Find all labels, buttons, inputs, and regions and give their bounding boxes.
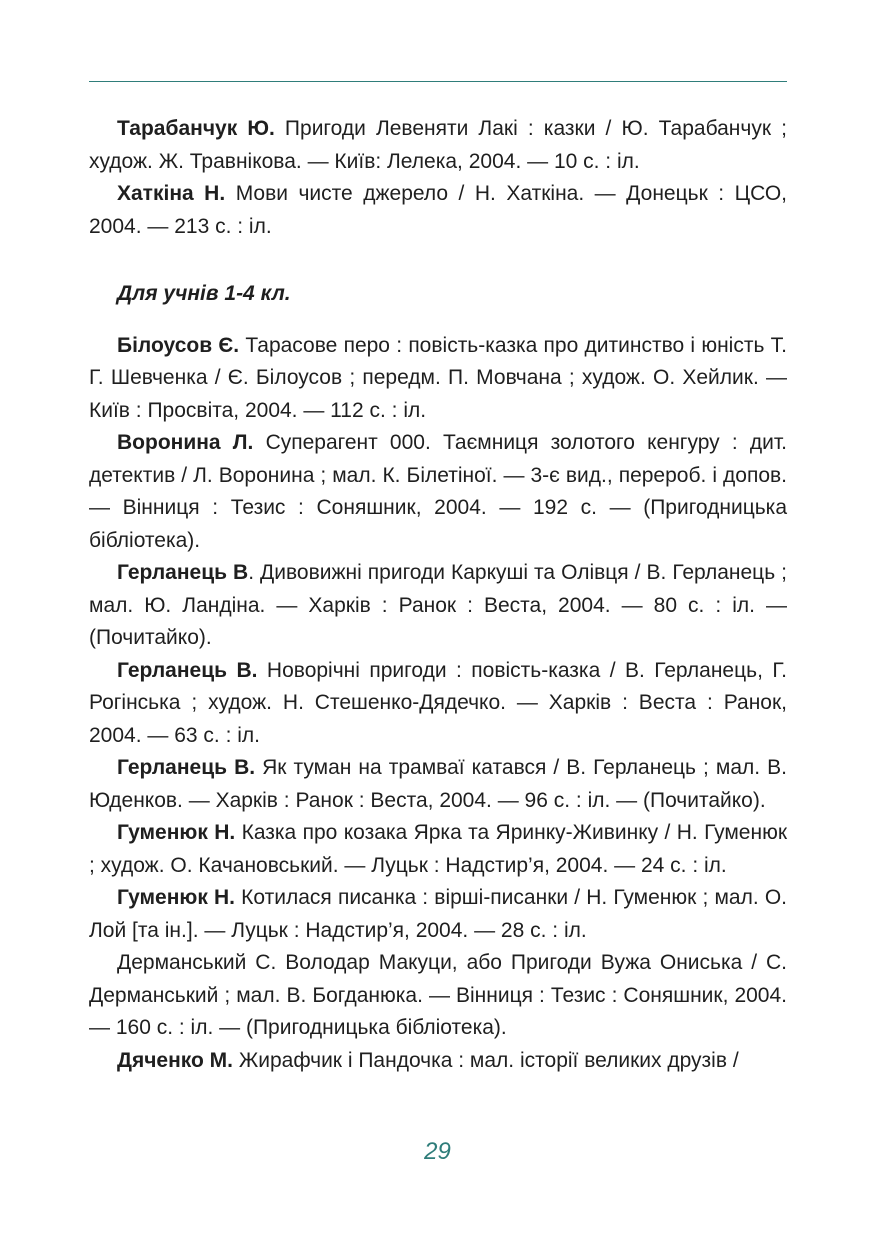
bibliography-entry [89,752,787,817]
section-heading: Для учнів 1-4 кл. [117,282,291,305]
entry-text: Котилася писанка : вірші-писанки / Н. Гуменюк ; мал. О. Лой [та ін.]. — Луцьк : Надстир’я, 2004. — 28 с. : іл. [89,886,787,942]
entry-text: Дерманський С. Володар Макуци, або Пригоди Вужа Ониська / С. Дерманський ; мал. В. Богданюка. — Вінниця : Тезис : Соняшник, 2004. — 160 с. : іл. — (Пригодницька бібліотека). [89,951,787,1039]
bibliography-entry [89,330,787,428]
bibliography-entry [89,655,787,753]
entry-author: Герланець В. [117,756,256,779]
bibliography-entry [89,882,787,947]
entry-text: Казка про козака Ярка та Яринку-Живинку / Н. Гуменюк ; худож. О. Качановський. — Луцьк : Надстир’я, 2004. — 24 с. : іл. [89,821,788,877]
entry-author: Гуменюк Н. [117,821,236,844]
entry-author: Білоусов Є. [117,333,240,357]
entry-text: Новорічні пригоди : повість-казка / В. Герланець, Г. Рогінська ; худож. Н. Стешенко-Дядечко. — Харків : Веста : Ранок, 2004. — 63 с. : іл. [89,658,787,747]
entry-text: Суперагент 000. Таємниця золотого кенгуру : дит. детектив / Л. Воронина ; мал. К. Білетіної. — 3-є вид., перероб. і допов. — Вінниця : Тезис : Соняшник, 2004. — 192 с. — (Пригодницька бібліотека). [89,431,787,552]
bibliography-entry [89,557,787,655]
entry-text: Тарасове перо : повість-казка про дитинство і юність Т. Г. Шевченка / Є. Білоусов ; передм. П. Мовчана ; худож. О. Хейлик. — Київ : Просвіта, 2004. — 112 с. : іл. [89,333,787,422]
bibliography-entry [89,178,787,243]
bibliography-entry [89,113,787,178]
entry-author: Воронина Л. [117,431,254,454]
bibliography-entry [89,427,787,557]
entry-text: Жирафчик і Пандочка : мал. історії великих друзів / [233,1048,739,1072]
entry-text: Пригоди Левеняти Лакі : казки / Ю. Тарабанчук ; худож. Ж. Травнікова. — Київ: Лелека, 2004. — 10 с. : іл. [89,117,787,173]
page-number: 29 [424,1138,451,1165]
bibliography-content [89,113,787,1077]
entry-author: Герланець В. [117,658,258,682]
entry-text: Мови чисте джерело / Н. Хаткіна. — Донецьк : ЦСО, 2004. — 213 с. : іл. [89,182,787,238]
entry-author: Дяченко М. [117,1048,233,1072]
entry-author: Герланець В [117,561,249,584]
bibliography-entry [89,1045,787,1078]
entry-text: . Дивовижні пригоди Каркуші та Олівця / В. Герланець ; мал. Ю. Ландіна. — Харків : Ранок : Веста, 2004. — 80 с. : іл. — (Почитайко). [89,561,787,649]
bibliography-entry [89,947,787,1045]
entry-author: Гуменюк Н. [117,886,236,909]
header-rule [89,81,787,82]
entry-author: Хаткіна Н. [117,182,226,205]
entry-author: Тарабанчук Ю. [117,117,275,140]
bibliography-entry [89,817,787,882]
entry-text: Як туман на трамваї катався / В. Герланець ; мал. В. Юденков. — Харків : Ранок : Веста, 2004. — 96 с. : іл. — (Почитайко). [89,756,787,812]
